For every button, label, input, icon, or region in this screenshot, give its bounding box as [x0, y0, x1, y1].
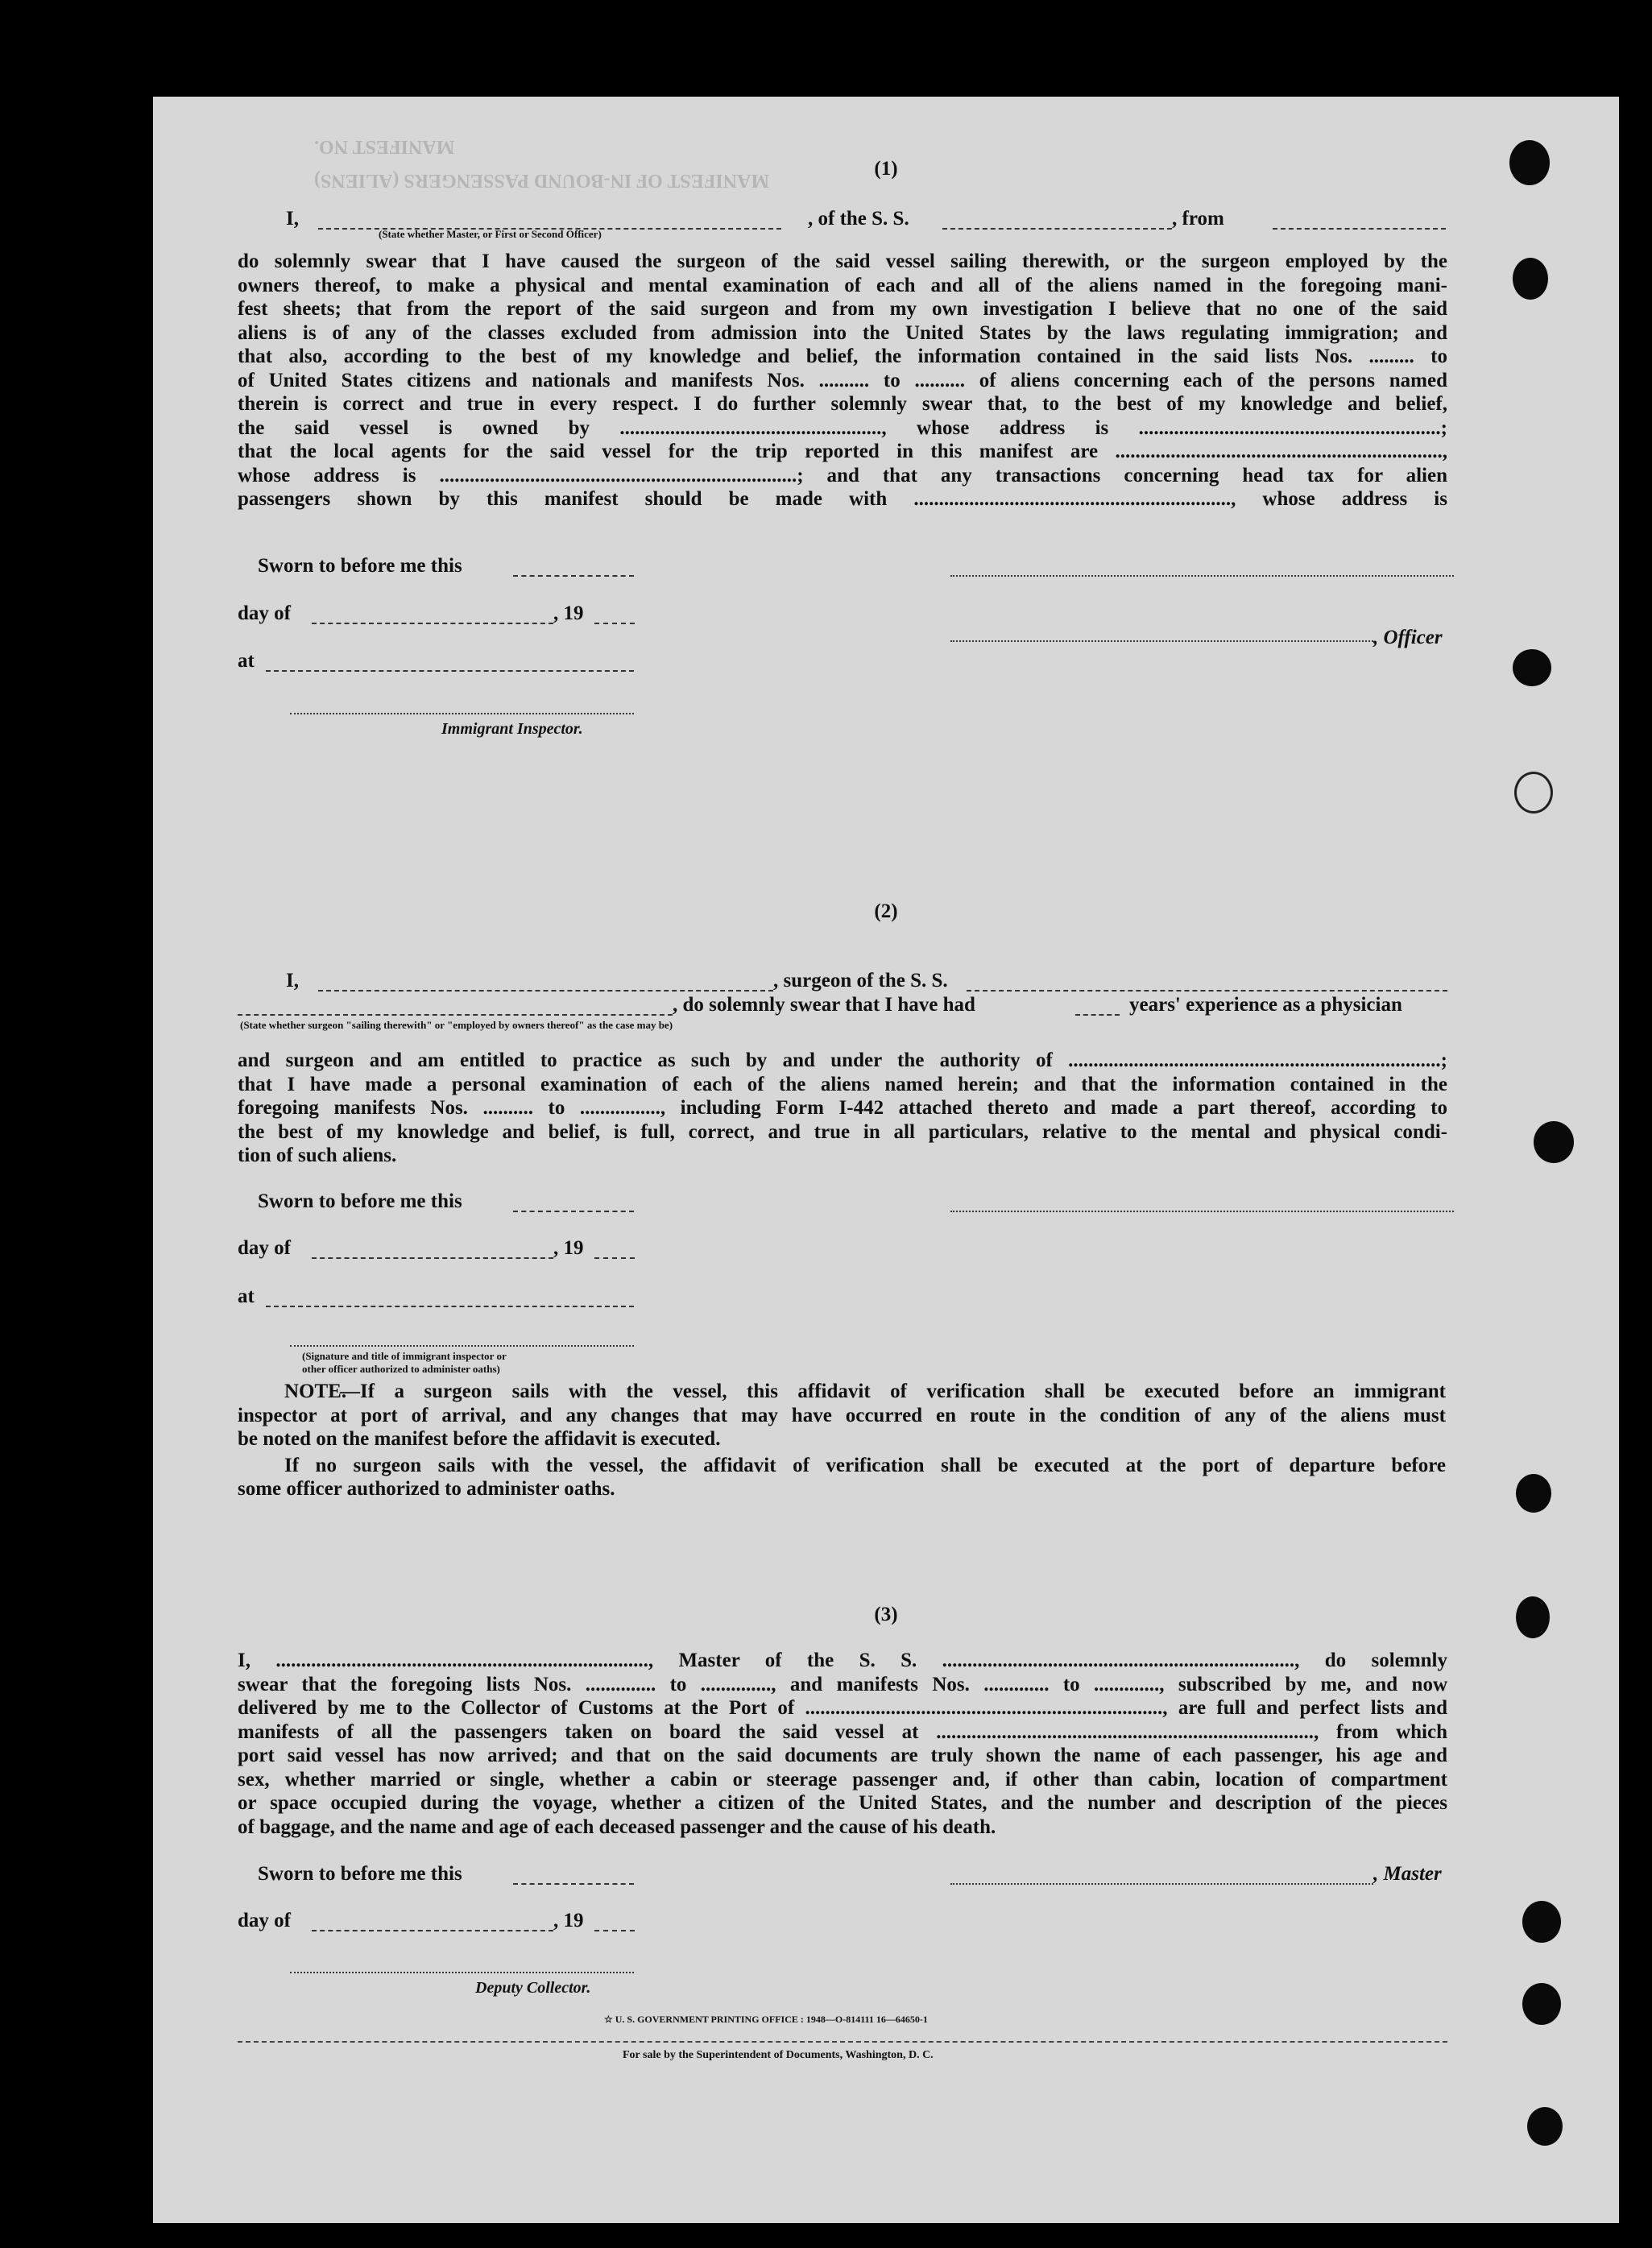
- s1para-line: owners thereof, to make a physical and mental examination of each and all of the aliens named in the foregoing mani-: [238, 274, 1447, 296]
- s1para-line: that also, according to the best of my knowledge and belief, the information contained in the said lists Nos. ......... to: [238, 346, 1447, 367]
- s3para-line: delivered by me to the Collector of Customs at the Port of ......................................................................., are full and perfect lists and: [238, 1697, 1447, 1719]
- sec2-year-line[interactable]: [594, 1257, 635, 1259]
- section-3-number: (3): [874, 1604, 898, 1625]
- s3para-line: or space occupied during the voyage, whether a citizen of the United States, and the number and description of the pieces: [238, 1792, 1447, 1814]
- footer-rule: [238, 2041, 1447, 2043]
- sec2-note-label: NOTE.: [284, 1381, 347, 1402]
- s1para-line: therein is correct and true in every respect. I do further solemnly swear that, to the best of my knowledge and belief,: [238, 393, 1447, 415]
- sec2-do-swear: , do solemnly swear that I have had: [673, 994, 975, 1016]
- sec1-note-officer: (State whether Master, or First or Second Officer): [379, 228, 602, 240]
- sec2-at-line[interactable]: [266, 1306, 634, 1307]
- sec1-at: at: [238, 650, 255, 672]
- punch-hole: [1516, 1596, 1550, 1638]
- sec1-at-line[interactable]: [266, 670, 634, 672]
- punch-hole: [1534, 1121, 1574, 1163]
- sec3-year: , 19: [553, 1910, 584, 1931]
- sec2-vessel-line[interactable]: [967, 990, 1447, 992]
- s3para-line: sex, whether married or single, whether a cabin or steerage passenger and, if other than cabin, location of compartment: [238, 1768, 1447, 1791]
- sec1-from-line[interactable]: [1273, 228, 1446, 230]
- sec3-collector: Deputy Collector.: [475, 1979, 591, 1997]
- sec1-of-ss: , of the S. S.: [808, 208, 909, 230]
- sec2-status-line[interactable]: [238, 1014, 673, 1016]
- sec2-sig-note-2: other officer authorized to administer oaths): [302, 1363, 500, 1375]
- sec1-vessel-line[interactable]: [942, 228, 1172, 230]
- sec2-day-of: day of: [238, 1237, 291, 1259]
- s1para-line: fest sheets; that from the report of the said surgeon and from my own investigation I believe that no one of the said: [238, 298, 1447, 320]
- sec3-day-line[interactable]: [312, 1930, 553, 1931]
- punch-hole: [1527, 2107, 1563, 2146]
- sec2-i: I,: [286, 970, 299, 992]
- for-sale-note: For sale by the Superintendent of Documents, Washington, D. C.: [623, 2049, 934, 2061]
- punch-hole: [1516, 1474, 1551, 1513]
- sec1-day-of: day of: [238, 602, 291, 624]
- sec3-master: , Master: [1373, 1863, 1442, 1885]
- sec2-surgeon-name-line[interactable]: [318, 990, 773, 992]
- s2para-line: and surgeon and am entitled to practice as such by and under the authority of ..........................................................................;: [238, 1049, 1447, 1071]
- punch-hole: [1509, 140, 1550, 185]
- s1para-line: of United States citizens and nationals and manifests Nos. .......... to .......... of aliens concerning each of the persons named: [238, 369, 1447, 391]
- sec2-inspector-sig-line[interactable]: [290, 1345, 634, 1347]
- sec1-officer: , Officer: [1373, 627, 1443, 648]
- sec2-signature-line[interactable]: [950, 1211, 1454, 1212]
- sec2-note-last: be noted on the manifest before the affidavit is executed.: [238, 1428, 721, 1450]
- sec2-years-exp: years' experience as a physician: [1129, 994, 1402, 1016]
- sec1-from: , from: [1172, 208, 1224, 230]
- sec2-day-line[interactable]: [312, 1257, 553, 1259]
- sec2-note-surgeon: (State whether surgeon "sailing therewith" or "employed by owners thereof" as the case may be): [240, 1019, 673, 1031]
- s2para-line: that I have made a personal examination of each of the aliens named herein; and that the information contained in the: [238, 1073, 1447, 1095]
- s1para-line: aliens is of any of the classes excluded from admission into the United States by the laws regulating immigration; and: [238, 321, 1447, 344]
- s1para-line: the said vessel is owned by ...................................................., whose address is ............................................................;: [238, 416, 1447, 439]
- sec3-master-sig-line[interactable]: [950, 1883, 1373, 1885]
- sec2-sworn-line[interactable]: [513, 1211, 634, 1212]
- s1para-line: that the local agents for the said vessel for the trip reported in this manifest are .................................................................,: [238, 441, 1447, 462]
- sec2-note-line-2: inspector at port of arrival, and any changes that may have occurred en route in the condition of any of the aliens must: [238, 1404, 1446, 1426]
- punch-hole: [1522, 1901, 1561, 1943]
- sec1-inspector-line[interactable]: [290, 713, 634, 714]
- sec1-sworn-line[interactable]: [513, 575, 634, 577]
- sec2-sworn: Sworn to before me this: [258, 1190, 462, 1212]
- sec1-day-line[interactable]: [312, 623, 553, 624]
- sec3-day-of: day of: [238, 1910, 291, 1931]
- sec2-at: at: [238, 1285, 255, 1307]
- s2para-line: foregoing manifests Nos. .......... to ................, including Form I-442 attached thereto and made a part thereof, according to: [238, 1097, 1447, 1119]
- sec2-para-last: tion of such aliens.: [238, 1145, 397, 1166]
- s2para-line: the best of my knowledge and belief, is full, correct, and true in all particulars, relative to the mental and physical condi-: [238, 1120, 1447, 1143]
- sec2-note2-line-1: If no surgeon sails with the vessel, the affidavit of verification shall be executed at the port of departure before: [284, 1455, 1446, 1476]
- sec2-note2-last: some officer authorized to administer oaths.: [238, 1478, 615, 1500]
- sec2-surgeon-of: , surgeon of the S. S.: [773, 970, 948, 992]
- ghost-manifest-title: MANIFEST OF IN-BOUND PASSENGERS (ALIENS): [314, 170, 769, 191]
- sec2-year: , 19: [553, 1237, 584, 1259]
- sec1-sworn: Sworn to before me this: [258, 555, 462, 577]
- sec3-year-line[interactable]: [594, 1930, 635, 1931]
- sec3-collector-line[interactable]: [290, 1972, 634, 1973]
- s1para-line: passengers shown by this manifest should be made with ..............................................................., whose address is: [238, 488, 1447, 510]
- sec1-inspector: Immigrant Inspector.: [441, 720, 583, 738]
- gpo-imprint: ☆ U. S. GOVERNMENT PRINTING OFFICE : 1948—O-814111 16—64650-1: [604, 2014, 928, 2025]
- s3para-line: manifests of all the passengers taken on board the said vessel at ..........................................................................., from which: [238, 1720, 1447, 1743]
- s1para-line: do solemnly swear that I have caused the surgeon of the said vessel sailing therewith, or the surgeon employed by the: [238, 250, 1447, 272]
- punch-hole: [1513, 649, 1551, 686]
- s3para-line: I, .........................................................................., Master of the S. S. ......................................................................, do solemnly: [238, 1650, 1447, 1671]
- s3para-line: port said vessel has now arrived; and that on the said documents are truly shown the name of each passenger, his age and: [238, 1745, 1447, 1766]
- punch-hole: [1513, 258, 1548, 300]
- sec2-sig-note-1: (Signature and title of immigrant inspector or: [302, 1350, 507, 1362]
- sec1-signature-line[interactable]: [950, 575, 1454, 577]
- sec2-years-line[interactable]: [1075, 1014, 1120, 1016]
- sec2-note-line-1: —If a surgeon sails with the vessel, this affidavit of verification shall be executed before an immigrant: [340, 1381, 1446, 1402]
- punch-hole: [1514, 772, 1553, 814]
- form-sheet: [153, 97, 1619, 2223]
- sec3-sworn-line[interactable]: [513, 1883, 634, 1885]
- s3para-line: swear that the foregoing lists Nos. .............. to .............., and manifests Nos. ............. to ............., subscribed by me, and now: [238, 1673, 1447, 1695]
- section-1-number: (1): [874, 158, 898, 180]
- section-2-number: (2): [874, 900, 898, 922]
- sec1-year: , 19: [553, 602, 584, 624]
- sec3-para-last: of baggage, and the name and age of each deceased passenger and the cause of his death.: [238, 1816, 996, 1838]
- punch-hole: [1522, 1983, 1561, 2025]
- sec1-officer-sig-line[interactable]: [950, 640, 1373, 642]
- sec3-sworn: Sworn to before me this: [258, 1863, 462, 1885]
- s1para-line: whose address is .......................................................................; and that any transactions concerning head tax for alien: [238, 464, 1447, 486]
- ghost-manifest-no: MANIFEST NO.: [314, 136, 455, 157]
- sec1-year-line[interactable]: [594, 623, 635, 624]
- sec1-i: I,: [286, 208, 299, 230]
